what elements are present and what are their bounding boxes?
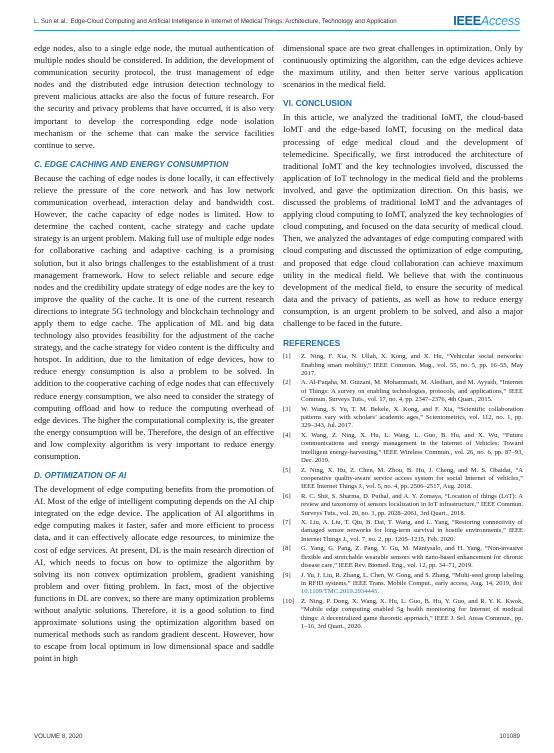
reference-item [283, 432, 523, 466]
left-column [34, 42, 274, 665]
paragraph-ai-optimization: The development of edge computing benefits from the promotion of AI. Most of the edge of intelligent computing depends on the AI chip integrated on the edge device. The application of AI algorithms in edge computing makes it faster, safer and more efficient to process data, and it can effectively allocate edge resources, to minimize the cost of edge services. At present, DL is the main research direction of AI, which needs to focus on how to optimize the algorithm by solving its non convex optimization problem, gradient vanishing problem and over fitting problem. In fact, most of the objective functions in DL are convex, so there are many optimization problems without analytic solutions. Therefore, it is a good solution to find approximate solutions using the optimization algorithm based on numerical methods such as random gradient descent. However, how to escape from local optimum in low dimensional space and saddle point in high [34, 484, 274, 664]
reference-text: G. Yang, G. Pang, Z. Pang, Y. Gu, M. Mäntysalo, and H. Yang, “Non-invasive flexible and stretchable wearable sensors with nano-based enhancement for chronic disease care,” IEEE Rev. Biomed. Eng., vol. 12, pp. 34–71, 2019. [301, 545, 523, 570]
logo-accent-text: Access [480, 14, 520, 28]
reference-text: X. Liu, A. Liu, T. Qiu, B. Dai, T. Wang, and L. Yang, “Restoring connectivity of damaged sensor networks for long-term survival in hostile environments,” IEEE Internet Things J., vol. 7, no. 2, pp. 1205–1215, Feb. 2020. [301, 519, 523, 543]
reference-item [283, 572, 523, 597]
reference-text: Z. Ning, F. Xia, N. Ullah, X. Kong, and X. Hu, “Vehicular social networks: Enabling smart mobility,” IEEE Commun. Mag., vol. 55, no. 5, pp. 16–55, May 2017. [301, 353, 523, 377]
reference-text: Z. Ning, P. Dong, X. Wang, X. Hu, L. Guo, B. Hu, Y. Guo, and R. Y. K. Kwok, “Mobile edge computing enabled 5g health monitoring for Internet of medical things: A decentralized game theoretic approach,” IEEE J. Sel. Areas Commun., pp. 1–16, 3rd Quart., 2020. [301, 597, 523, 631]
section-c-heading: C. EDGE CACHING AND ENERGY CONSUMPTION [34, 159, 229, 169]
reference-number: [8] [283, 545, 291, 553]
reference-tail: . [377, 588, 379, 596]
reference-item [283, 353, 523, 378]
reference-number: [6] [283, 492, 291, 500]
reference-item [283, 598, 523, 632]
reference-item [283, 545, 523, 570]
reference-text: Z. Ning, X. Hu, Z. Chen, M. Zhou, B. Hu, J. Cheng, and M. S. Obaidat, “A cooperative quality-aware service access system for social Internet of vehicles,” IEEE Internet Things J., vol. 5, no. 4, pp. 2506–2517, Aug. 2018. [301, 466, 523, 491]
reference-item [283, 379, 523, 404]
paragraph-security-continued: edge nodes, also to a single edge node, the mutual authentication of multiple nodes should be considered. In addition, the development of communication security protocol, the trust management of edge nodes and the distributed edge intrusion detection technology to prevent malicious attacks are also the focus of future research. For the security and privacy problems that have occurred, it is also very important to develop the corresponding edge node isolation mechanism or the scheme that can make the service facilities continue to serve. [34, 43, 274, 150]
reference-item [283, 467, 523, 492]
reference-number: [1] [283, 353, 291, 361]
reference-item [283, 519, 523, 544]
reference-number: [4] [283, 431, 291, 439]
paragraph-edge-caching: Because the caching of edge nodes is done locally, it can effectively relieve the pressure of the core network and has low network communication overhead, interaction delay and bandwidth cost. However, the cache capacity of edge nodes is limited. How to determine the cached content, cache strategy and cache update strategy is an urgent problem. Making full use of multiple edge nodes for collaborative caching and adaptive caching is a promising solution, but it also brings challenges to the establishment of a trust management framework. How to select reliable and secure edge nodes and the credibility update strategy of edge nodes are the key to improve the quality of the cache. It is one of the current research directions to integrate 5G technology and blockchain technology and apply them to edge cache. The application of ML and big data technology also provides feasibility for the adjustment of the cache strategy, and the cache strategy for video content is the difficulty and hotspot. In addition, due to the limitation of edge devices, how to reduce energy consumption is also a problem to be solved. In addition to the cooperative caching of edge nodes that can effectively reduce energy consumption, we also need to consider the strategy of computing offload and how to reduce the computing overhead of edge devices. The higher the computational complexity is, the greater the energy consumption will be. Therefore, the design of an effective and low complexity algorithm is very important to reduce energy consumption. [34, 172, 274, 461]
doi-link[interactable]: 10.1109/TMC.2019.2934445 [301, 588, 378, 596]
reference-text: R. C. Shit, S. Sharma, D. Puthal, and A. Y. Zomaya, “Location of things (LoT): A review and taxonomy of sensors localization in IoT infrastructure,” IEEE Commun. Surveys Tuts., vol. 20, no. 3, pp. 2028–2061, 3rd Quart., 2018. [301, 492, 523, 517]
paragraph-conclusion: In this article, we analyzed the traditional IoMT, the cloud-based IoMT and the edge-based IoMT, focusing on the medical data processing of edge medical cloud and the development of telemedicine. Specifically, we first introduced the architecture of traditional IoMT and the key technologies involved, discussed the application of IoT technology in the medical field and the problems involved, and gave the optimization direction. On this basis, we discussed the problems of traditional IoMT and the advantages of applying cloud computing to IoMT, analyzed the key technologies of cloud computing, and focused on the data security of medical cloud. Then, we analyzed the advantages of edge computing compared with cloud computing and discussed the optimization of edge computing, and proposed that edge cloud collaboration can achieve maximum utility in the medical field. We believe that with the continuous development of the medical field, to ensure the security of medical data and the privacy of patients, as well as how to reduce energy consumption, is an urgent problem to be solved, and also a major challenge to be faced in the future. [283, 112, 523, 328]
logo-main-text: IEEE [453, 14, 481, 28]
volume-label: VOLUME 8, 2020 [34, 733, 83, 740]
section-d-heading: D. OPTIMIZATION OF AI [34, 471, 127, 481]
reference-list [283, 353, 523, 632]
reference-text: J. Yu, J. Liu, R. Zhang, L. Chen, W. Gong, and S. Zhang, “Multi-seed group labeling in RFID systems,” IEEE Trans. Mobile Comput., early access, Aug. 14, 2019, doi: [301, 571, 523, 587]
reference-number: [2] [283, 379, 291, 387]
reference-text: A. Al-Fuqaha, M. Guizani, M. Mohammadi, M. Aledhari, and M. Ayyash, “Internet of Things: A survey on enabling technologies, protocols, and applications,” IEEE Commun. Surveys Tuts., vol. 17, no. 4, pp. 2347–2376, 4th Quart., 2015. [301, 379, 523, 404]
reference-number: [9] [283, 571, 291, 579]
right-column [283, 42, 523, 632]
running-title: L. Sun et al.: Edge-Cloud Computing and Artificial Intelligence in Internet of Medical Things: Architecture, Technology and Application [34, 18, 397, 25]
reference-item [283, 406, 523, 431]
paragraph-ai-optimization-continued: dimensional space are two great challenges in optimization. Only by continuously optimizing the algorithm, can the edge devices achieve the maximum utility, and then better serve various application scenarios in the medical field. [283, 43, 523, 90]
reference-number: [3] [283, 405, 291, 413]
reference-number: [10] [283, 597, 294, 605]
reference-number: [7] [283, 519, 291, 527]
ieee-access-logo [453, 14, 520, 28]
reference-text: X. Wang, Z. Ning, X. Hu, L. Wang, L. Guo, B. Hu, and X. Wu, “Future communications and energy management in the Internet of Vehicles: Toward intelligent energy-harvesting,” IEEE Wireless Commun., vol. 26, no. 6, pp. 87–93, Dec. 2019. [301, 431, 523, 465]
reference-item [283, 493, 523, 518]
reference-text: W. Wang, S. Yu, T. M. Bekele, X. Kong, and F. Xia, “Scientific collaboration patterns vary with scholars’ academic ages,” Scientometrics, vol. 112, no. 1, pp. 329–343, Jul. 2017. [301, 405, 523, 430]
page-number: 101089 [499, 733, 520, 740]
references-heading: REFERENCES [283, 338, 341, 349]
page-footer [34, 733, 520, 743]
reference-number: [5] [283, 466, 291, 474]
page-header [34, 14, 520, 28]
conclusion-heading: VI. CONCLUSION [283, 98, 352, 109]
header-rule [34, 30, 520, 31]
